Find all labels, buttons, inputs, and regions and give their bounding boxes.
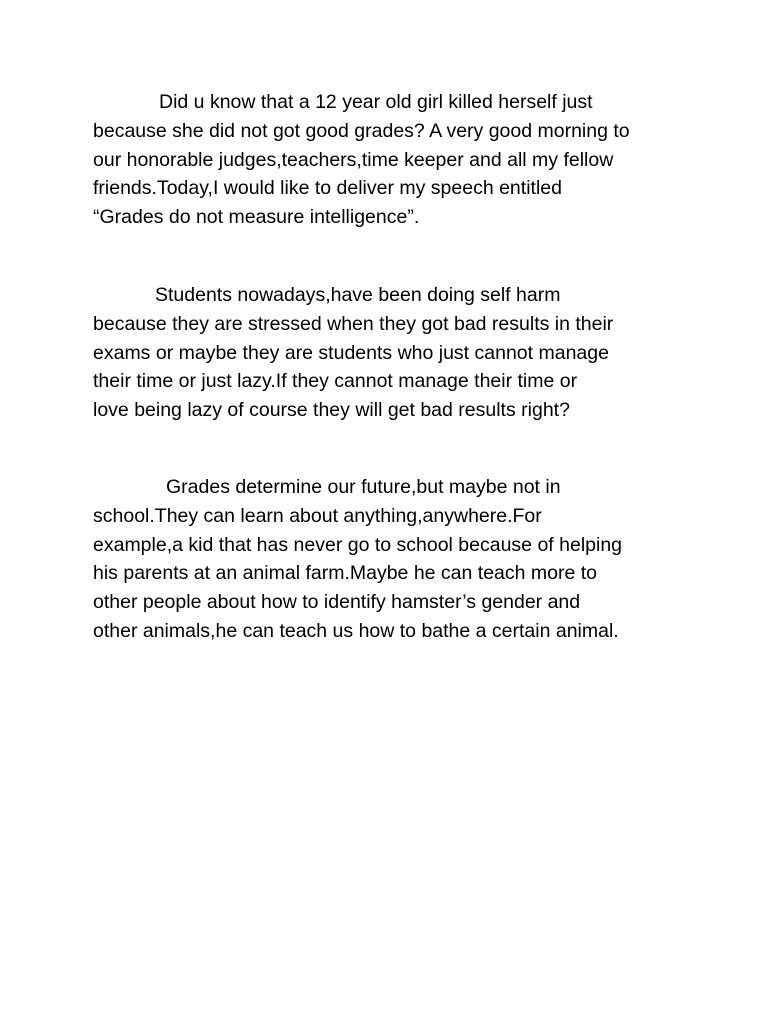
paragraph-line: other animals,he can teach us how to bathe a certain animal. [93, 619, 619, 642]
paragraph-line: Grades determine our future,but maybe not in [166, 476, 561, 498]
paragraph-self-harm [93, 281, 713, 425]
paragraph-line: Students nowadays,have been doing self harm [155, 284, 561, 306]
paragraph-line: because she did not got good grades? A very good morning to [93, 119, 630, 142]
paragraph-line: “Grades do not measure intelligence”. [93, 206, 420, 229]
paragraph-line: friends.Today,I would like to deliver my speech entitled [93, 177, 562, 200]
paragraph-line: because they are stressed when they got bad results in their [93, 312, 614, 335]
paragraph-line: love being lazy of course they will get bad results right? [93, 399, 570, 422]
paragraph-line: other people about how to identify hamster’s gender and [93, 591, 581, 614]
paragraph-line: example,a kid that has never go to school because of helping [93, 533, 623, 556]
paragraph-line: his parents at an animal farm.Maybe he can teach more to [93, 562, 598, 585]
paragraph-line: their time or just lazy.If they cannot manage their time or [93, 370, 578, 393]
paragraph-grades-future [93, 473, 713, 646]
paragraph-line: exams or maybe they are students who just cannot manage [93, 341, 609, 364]
paragraph-line: school.They can learn about anything,anywhere.For [93, 504, 542, 527]
paragraph-line: our honorable judges,teachers,time keeper and all my fellow [93, 148, 614, 171]
paragraph-intro [93, 88, 713, 232]
paragraph-line: Did u know that a 12 year old girl killed herself just [159, 91, 593, 113]
